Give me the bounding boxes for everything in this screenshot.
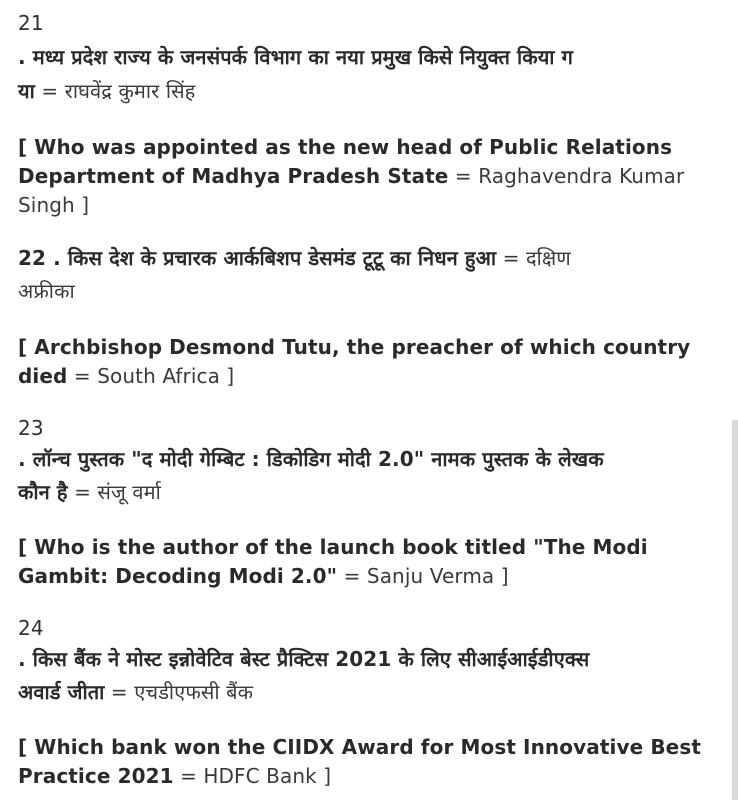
hindi-answer: संजू वर्मा — [97, 480, 161, 504]
hindi-question-text: . लॉन्च पुस्तक "द मोदी गेम्बिट : डिकोडिग मोदी 2.0" नामक पुस्तक के लेखक — [18, 447, 604, 471]
english-answer-line — [18, 761, 331, 791]
question-number — [18, 8, 44, 38]
hindi-answer: राघवेंद्र कुमार सिंह — [64, 79, 196, 103]
hindi-question — [18, 444, 604, 474]
english-question-text: [ Who was appointed as the new head of Public Relations — [18, 135, 673, 159]
hindi-question-cont: कौन है — [18, 480, 68, 504]
hindi-question — [18, 243, 571, 273]
equals-sign: = — [104, 680, 135, 704]
hindi-question-text: 22 . किस देश के प्रचारक आर्कबिशप डेसमंड टूटू का निधन हुआ — [18, 246, 497, 270]
english-answer: South Africa ] — [97, 364, 235, 388]
hindi-answer-line — [18, 76, 195, 106]
hindi-answer: दक्षिण — [525, 246, 571, 270]
english-question-cont: Gambit: Decoding Modi 2.0" — [18, 564, 338, 588]
equals-sign: = — [67, 480, 98, 504]
equals-sign: = — [496, 246, 526, 270]
hindi-question-cont: या — [18, 79, 35, 103]
english-question-text: [ Archbishop Desmond Tutu, the preacher of which country — [18, 335, 691, 359]
english-question-cont: died — [18, 364, 68, 388]
question-number — [18, 613, 44, 643]
english-question — [18, 132, 672, 162]
english-answer-text: Singh ] — [18, 193, 90, 217]
scrollbar[interactable] — [732, 420, 738, 800]
english-answer: HDFC Bank ] — [203, 764, 332, 788]
question-number-text: 21 — [18, 11, 44, 35]
equals-sign: = — [173, 764, 204, 788]
hindi-answer-cont — [18, 276, 75, 306]
question-number — [18, 413, 44, 443]
english-question-text: [ Who is the author of the launch book titled "The Modi — [18, 535, 648, 559]
english-question — [18, 732, 701, 762]
hindi-answer-line — [18, 677, 253, 707]
hindi-answer-text: अफ्रीका — [18, 279, 75, 303]
question-number-text: 24 — [18, 616, 44, 640]
equals-sign: = — [34, 79, 65, 103]
hindi-answer: एचडीएफसी बैंक — [134, 680, 254, 704]
equals-sign: = — [337, 564, 367, 588]
hindi-answer-line — [18, 477, 161, 507]
english-question-text: [ Which bank won the CIIDX Award for Most Innovative Best — [18, 735, 701, 759]
english-answer-line — [18, 561, 509, 591]
english-answer-line — [18, 161, 684, 191]
question-number-text: 23 — [18, 416, 44, 440]
english-answer-line — [18, 361, 234, 391]
english-question — [18, 532, 648, 562]
english-answer-cont — [18, 190, 89, 220]
equals-sign: = — [67, 364, 98, 388]
english-answer: Raghavendra Kumar — [478, 164, 685, 188]
equals-sign: = — [448, 164, 479, 188]
english-question-cont: Practice 2021 — [18, 764, 174, 788]
hindi-question — [18, 644, 589, 674]
english-question — [18, 332, 690, 362]
hindi-question-cont: अवार्ड जीता — [18, 680, 105, 704]
hindi-question-text: . किस बैंक ने मोस्ट इन्नोवेटिव बेस्ट प्रैक्टिस 2021 के लिए सीआईआईडीएक्स — [18, 647, 590, 671]
english-answer: Sanju Verma ] — [366, 564, 509, 588]
english-question-cont: Department of Madhya Pradesh State — [18, 164, 449, 188]
hindi-question — [18, 42, 573, 72]
hindi-question-text: . मध्य प्रदेश राज्य के जनसंपर्क विभाग का नया प्रमुख किसे नियुक्त किया ग — [18, 45, 573, 69]
